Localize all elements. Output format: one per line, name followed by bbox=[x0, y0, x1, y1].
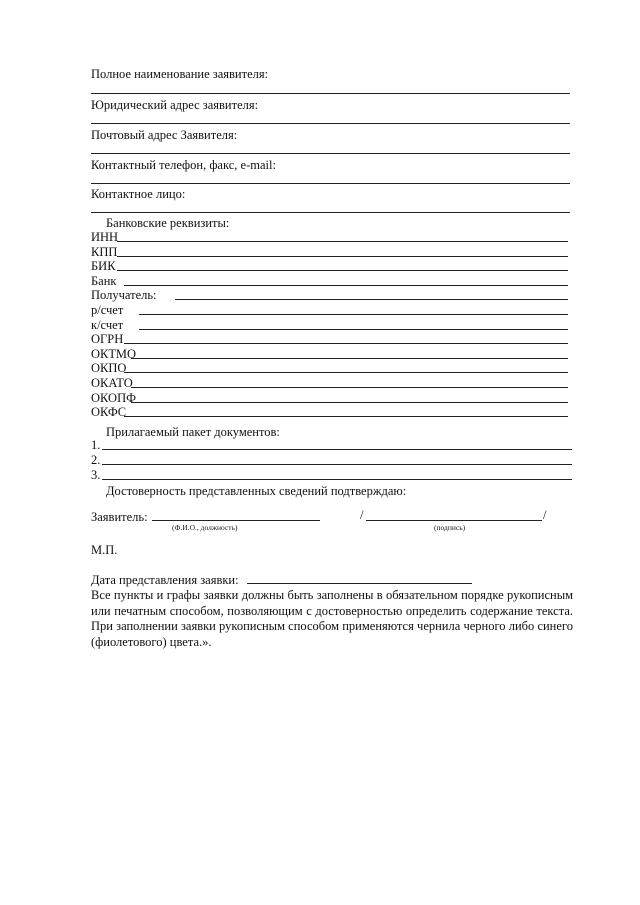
signature-field[interactable] bbox=[366, 520, 542, 521]
name-caption: (Ф.И.О., должность) bbox=[172, 523, 238, 532]
bank-field-input[interactable] bbox=[131, 387, 568, 388]
postal-address-label: Почтовый адрес Заявителя: bbox=[91, 128, 238, 142]
bank-field-input[interactable] bbox=[139, 314, 568, 315]
full-name-label: Полное наименование заявителя: bbox=[91, 67, 269, 81]
bank-field-input[interactable] bbox=[117, 241, 568, 242]
contact-person-label: Контактное лицо: bbox=[91, 187, 186, 201]
bank-field-label: ОКАТО bbox=[91, 376, 133, 390]
document-item-field[interactable] bbox=[102, 464, 572, 465]
bank-field-input[interactable] bbox=[139, 329, 568, 330]
date-label: Дата представления заявки: bbox=[91, 573, 239, 587]
instructions-note: Все пункты и графы заявки должны быть заполнены в обязательном порядке рукописным или печатным способом, позволяющим с достоверностью определить содержание текста. При заполнении заявки рукописным способом применяются чернила черного либо синего (фиолетового) цвета.». bbox=[91, 588, 573, 649]
bank-field-label: ОКФС bbox=[91, 405, 127, 420]
bank-field-label: ИНН bbox=[91, 230, 119, 244]
document-item-number: 1. bbox=[91, 438, 101, 452]
contact-phone-field[interactable] bbox=[91, 183, 570, 184]
bank-field-input[interactable] bbox=[131, 402, 568, 403]
sign-caption: (подпись) bbox=[434, 523, 466, 532]
applicant-signature-label: Заявитель: bbox=[91, 510, 148, 524]
bank-field-input[interactable] bbox=[124, 372, 568, 373]
bank-field-input[interactable] bbox=[117, 256, 568, 257]
bank-field-label: ОКПО bbox=[91, 361, 127, 376]
bank-field-input[interactable] bbox=[124, 343, 568, 344]
bank-field-input[interactable] bbox=[175, 299, 568, 300]
contact-person-field[interactable] bbox=[91, 212, 570, 213]
postal-address-field[interactable] bbox=[91, 153, 570, 154]
bank-field-input[interactable] bbox=[131, 358, 568, 359]
bank-field-input[interactable] bbox=[124, 416, 568, 417]
date-field[interactable] bbox=[247, 583, 472, 584]
bank-field-label: Получатель: bbox=[91, 288, 157, 303]
legal-address-field[interactable] bbox=[91, 123, 570, 124]
bank-field-label: к/счет bbox=[91, 317, 124, 332]
bank-field-label: БИК bbox=[91, 259, 116, 274]
bank-field-input[interactable] bbox=[117, 270, 568, 271]
confirmation-text: Достоверность представленных сведений подтверждаю: bbox=[106, 484, 407, 498]
bank-field-input[interactable] bbox=[124, 285, 568, 286]
bank-field-label: р/счет bbox=[91, 303, 124, 317]
bank-field-label: Банк bbox=[91, 273, 117, 288]
documents-heading: Прилагаемый пакет документов: bbox=[106, 425, 280, 439]
document-item-field[interactable] bbox=[102, 449, 572, 450]
applicant-name-field[interactable] bbox=[152, 520, 320, 521]
bank-heading: Банковские реквизиты: bbox=[106, 216, 230, 230]
document-item-number: 2. bbox=[91, 453, 101, 467]
document-item-field[interactable] bbox=[102, 479, 572, 480]
bank-field-label: ОКТМО bbox=[91, 346, 136, 361]
stamp-label: М.П. bbox=[91, 543, 118, 557]
signature-slash-right: / bbox=[543, 508, 547, 522]
legal-address-label: Юридический адрес заявителя: bbox=[91, 98, 259, 112]
bank-field-label: КПП bbox=[91, 244, 118, 259]
document-item-number: 3. bbox=[91, 468, 101, 482]
contact-phone-label: Контактный телефон, факс, e-mail: bbox=[91, 158, 276, 172]
bank-field-label: ОКОПФ bbox=[91, 390, 136, 405]
full-name-field[interactable] bbox=[91, 93, 570, 94]
signature-slash-left: / bbox=[360, 508, 364, 522]
bank-field-label: ОГРН bbox=[91, 332, 124, 347]
